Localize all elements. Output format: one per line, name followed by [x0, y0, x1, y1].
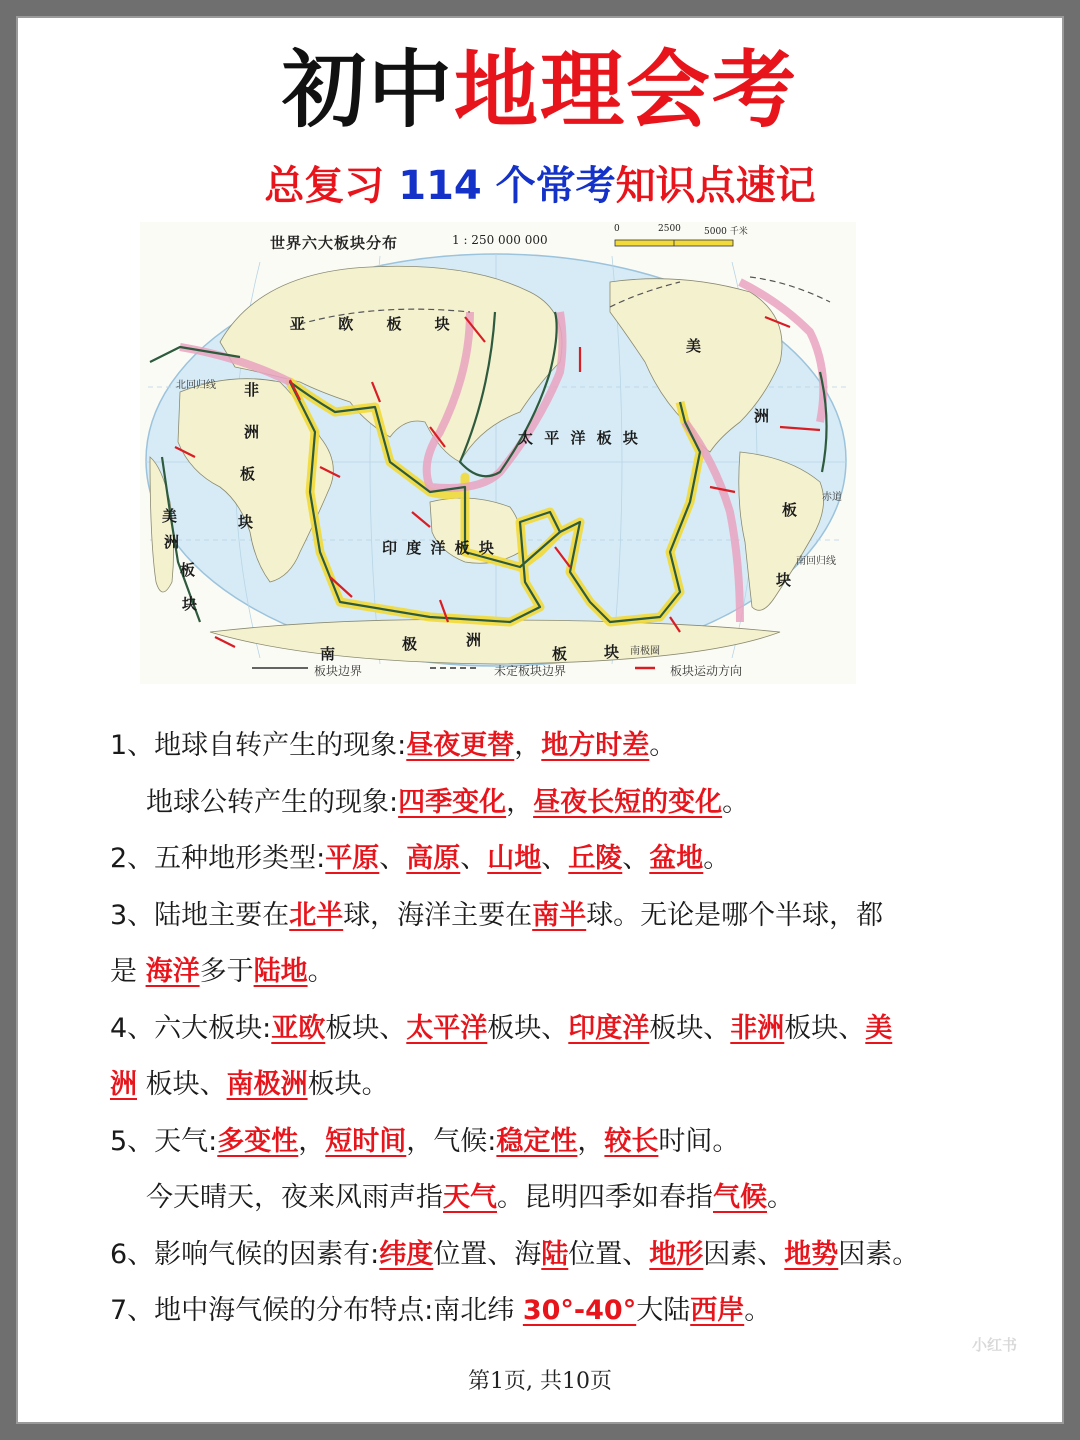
plate-char: 块	[776, 571, 792, 589]
item-text: 位置、海	[433, 1238, 542, 1270]
item-text: 大陆	[636, 1295, 691, 1326]
plate-map-drawing	[140, 222, 856, 684]
list-item	[110, 1283, 1010, 1340]
subtitle-part: 114 个常考	[398, 163, 616, 209]
highlight-answer: 西岸	[690, 1295, 745, 1326]
item-text: 。	[744, 1295, 772, 1326]
plate-char: 南	[320, 645, 336, 663]
item-text: 5、天气:	[110, 1125, 218, 1157]
subtitle-part: 总复习	[264, 163, 399, 209]
label-tropic-north: 北回归线	[176, 380, 216, 391]
highlight-answer: 气候	[713, 1182, 767, 1213]
highlight-answer: 南极洲	[226, 1069, 308, 1100]
highlight-answer: 地势	[784, 1238, 839, 1270]
highlight-answer: 高原	[406, 843, 461, 874]
item-text: 板块、	[325, 1012, 407, 1044]
item-text: 。	[307, 956, 335, 987]
highlight-answer: 亚欧	[271, 1012, 326, 1044]
knowledge-list	[110, 718, 1010, 1340]
item-text: ，	[298, 1125, 326, 1157]
plate-char: 块	[182, 595, 198, 613]
plate-char: 板	[240, 465, 256, 483]
plate-char: 板	[782, 501, 798, 519]
list-item	[110, 1170, 1010, 1227]
scale-tick: 0	[614, 224, 620, 234]
item-text: 时间。	[658, 1125, 740, 1157]
legend-boundary: 板块边界	[314, 664, 363, 678]
map-title: 世界六大板块分布	[270, 234, 399, 252]
list-item	[110, 718, 1010, 775]
item-text: 多于	[199, 956, 254, 987]
highlight-answer: 海洋	[145, 956, 200, 987]
item-text: ，气候:	[406, 1125, 497, 1157]
list-item	[110, 1114, 1010, 1171]
highlight-answer: 陆	[541, 1238, 569, 1270]
plate-char: 非	[244, 381, 260, 399]
item-text: 1、地球自转产生的现象:	[110, 730, 407, 761]
plate-char: 美	[162, 507, 178, 525]
plate-char: 块	[604, 643, 620, 661]
item-text: ，	[514, 730, 542, 761]
list-item	[110, 888, 1010, 945]
highlight-answer: 四季变化	[398, 786, 507, 818]
plate-char: 洲	[244, 423, 260, 441]
list-item	[110, 1057, 1010, 1114]
item-text: 是	[110, 956, 146, 987]
item-text: 板块。	[307, 1069, 389, 1100]
highlight-answer: 非洲	[730, 1012, 785, 1044]
plate-char: 洲	[754, 407, 770, 425]
subtitle-part: 知识点速记	[615, 163, 816, 209]
highlight-answer: 地形	[649, 1238, 704, 1270]
highlight-answer: 短时间	[325, 1125, 407, 1157]
plate-char: 洲	[466, 631, 482, 649]
item-text: ，	[577, 1125, 605, 1157]
item-text: 3、陆地主要在	[110, 899, 290, 931]
item-text: 。昆明四季如春指	[497, 1182, 713, 1213]
item-text: 因素、	[703, 1238, 785, 1270]
item-text: 、	[541, 843, 569, 874]
item-text: 球。无论是哪个半球，都	[586, 899, 884, 931]
highlight-answer: 丘陵	[568, 843, 623, 874]
highlight-answer: 多变性	[217, 1125, 299, 1157]
label-eurasian-plate: 亚 欧 板 块	[290, 315, 464, 333]
list-item	[110, 775, 1010, 832]
page-footer: 第1页, 共10页	[468, 1369, 612, 1394]
highlight-answer: 30°-40°	[522, 1295, 637, 1326]
item-text: 板块、	[137, 1069, 227, 1100]
scale-tick: 5000 千米	[704, 227, 748, 237]
highlight-answer: 陆地	[253, 956, 308, 987]
item-text: 今天晴天，夜来风雨声指	[146, 1182, 443, 1213]
highlight-answer: 天气	[443, 1182, 497, 1213]
item-text: 。	[703, 843, 731, 874]
item-text: 。	[649, 730, 677, 761]
highlight-answer: 美	[865, 1012, 893, 1044]
list-item	[110, 1001, 1010, 1058]
highlight-answer: 山地	[487, 843, 542, 874]
label-tropic-south: 南回归线	[796, 556, 836, 567]
item-text: 、	[460, 843, 488, 874]
page-subtitle	[18, 158, 1062, 214]
plate-char: 块	[238, 513, 254, 531]
item-text: 板块、	[649, 1012, 731, 1044]
item-text: 2、五种地形类型:	[110, 843, 326, 874]
document-page	[16, 16, 1064, 1424]
highlight-answer: 纬度	[379, 1238, 434, 1270]
item-text: ，	[506, 786, 534, 818]
list-item	[110, 831, 1010, 888]
item-text: 、	[379, 843, 407, 874]
highlight-answer: 昼夜长短的变化	[533, 786, 723, 818]
page-title	[18, 40, 1062, 140]
highlight-answer: 南半	[532, 899, 587, 931]
item-text: 板块、	[487, 1012, 569, 1044]
highlight-answer: 洲	[110, 1069, 137, 1100]
plate-char: 洲	[164, 533, 180, 551]
title-red-part: 地理会考	[454, 41, 799, 139]
watermark: 小红书	[972, 1336, 1018, 1354]
highlight-answer: 稳定性	[496, 1125, 578, 1157]
map-scale: 1 : 250 000 000	[452, 233, 548, 247]
plate-char: 板	[552, 645, 568, 663]
highlight-answer: 盆地	[649, 843, 704, 874]
legend-movement: 板块运动方向	[670, 664, 743, 678]
plate-map	[140, 222, 856, 684]
item-text: 地球公转产生的现象:	[146, 786, 399, 818]
highlight-answer: 平原	[325, 843, 380, 874]
item-text: 。	[722, 786, 750, 818]
highlight-answer: 印度洋	[568, 1012, 650, 1044]
label-equator: 赤道	[822, 492, 842, 503]
item-text: 球，海洋主要在	[343, 899, 533, 931]
plate-char: 极	[402, 635, 418, 653]
item-text: 7、地中海气候的分布特点:南北纬	[110, 1295, 523, 1326]
highlight-answer: 较长	[604, 1125, 659, 1157]
label-indian-plate: 印 度 洋 板 块	[382, 539, 496, 557]
plate-char: 板	[180, 561, 196, 579]
highlight-answer: 昼夜更替	[406, 730, 515, 761]
item-text: 4、六大板块:	[110, 1012, 272, 1044]
item-text: 因素。	[838, 1238, 920, 1270]
label-pacific-plate: 太 平 洋 板 块	[518, 429, 641, 447]
plate-char: 美	[686, 337, 702, 355]
legend-uncertain-boundary: 未定板块边界	[494, 664, 567, 678]
scale-tick: 2500	[658, 224, 681, 234]
highlight-answer: 地方时差	[541, 730, 650, 761]
highlight-answer: 太平洋	[406, 1012, 488, 1044]
highlight-answer: 北半	[289, 899, 344, 931]
item-text: 6、影响气候的因素有:	[110, 1238, 380, 1270]
list-item	[110, 944, 1010, 1001]
item-text: 。	[767, 1182, 794, 1213]
list-item	[110, 1227, 1010, 1284]
label-antarctic-circle: 南极圈	[630, 646, 660, 657]
item-text: 板块、	[784, 1012, 866, 1044]
item-text: 、	[622, 843, 650, 874]
item-text: 位置、	[568, 1238, 650, 1270]
title-black-part: 初中	[281, 41, 454, 139]
